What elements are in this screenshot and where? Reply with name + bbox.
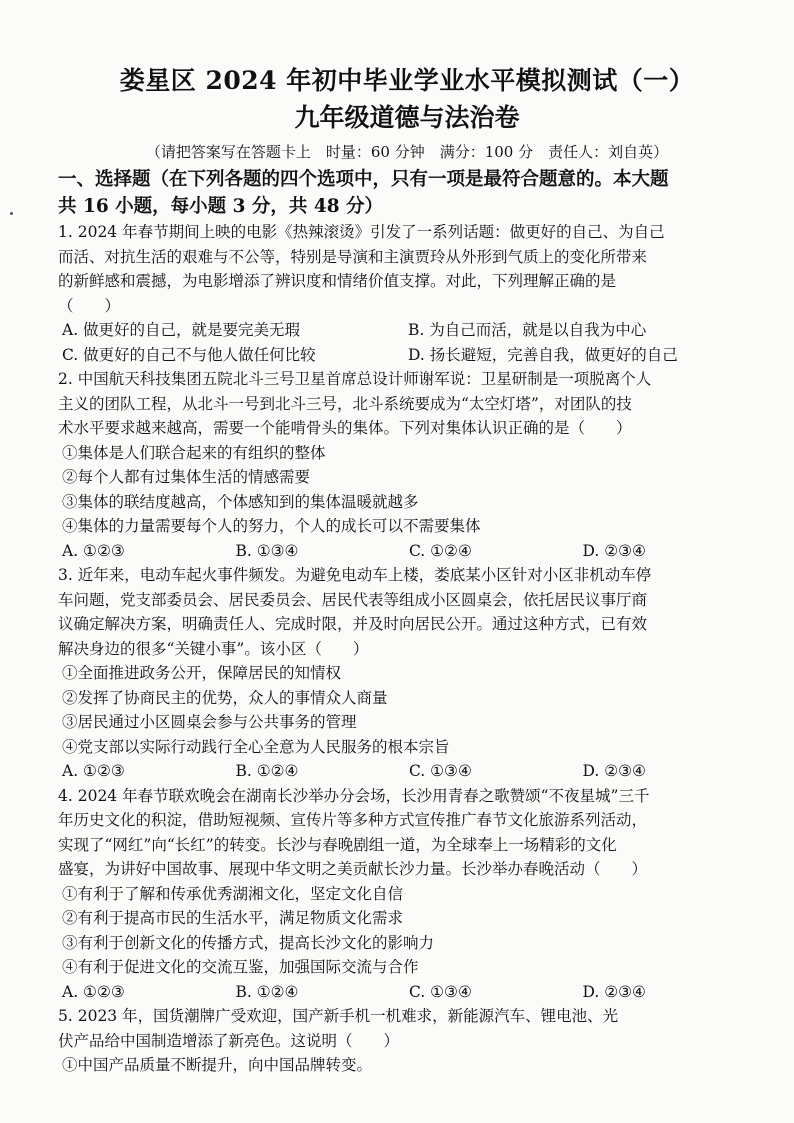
section-heading: 一、选择题（在下列各题的四个选项中，只有一项是最符合题意的。本大题 — [58, 169, 669, 190]
question-line: 伏产品给中国制造增添了新亮色。这说明（ ） — [58, 1031, 400, 1050]
option-b: B. ①③④ — [235, 541, 299, 560]
question-line: 而活、对抗生活的艰难与不公等，特别是导演和主演贾玲从外形到气质上的变化所带来 — [58, 247, 648, 266]
question-3 — [58, 563, 756, 784]
statement-1: ①集体是人们联合起来的有组织的整体 — [62, 443, 326, 462]
statement-3: ③居民通过小区圆桌会参与公共事务的管理 — [62, 713, 357, 731]
statement-1: ①有利于了解和传承优秀湖湘文化，坚定文化自信 — [62, 884, 404, 903]
question-line: 5. 2023 年，国货潮牌广受欢迎，国产新手机一机难求，新能源汽车、锂电池、光 — [58, 1007, 619, 1025]
question-line: 年历史文化的积淀，借助短视频、宣传片等多种方式宣传推广春节文化旅游系列活动， — [58, 811, 648, 829]
question-line: 议确定解决方案，明确责任人、完成时限，并及时向居民公开。通过这种方式，已有效 — [58, 615, 648, 633]
option-b: B. 为自己而活，就是以自我为中心 — [408, 321, 647, 339]
option-c: C. 做更好的自己不与他人做任何比较 — [62, 345, 316, 364]
option-c: C. ①③④ — [409, 982, 472, 1001]
question-line: 术水平要求越来越高，需要一个能啃骨头的集体。下列对集体认识正确的是（ ） — [58, 419, 632, 437]
statement-1: ①全面推进政务公开，保障居民的知情权 — [62, 664, 342, 682]
question-4 — [58, 784, 756, 1005]
option-row — [58, 539, 756, 564]
option-a: A. ①②③ — [62, 982, 125, 1001]
section-heading-cont: 共 16 小题，每小题 3 分，共 48 分） — [58, 196, 384, 217]
statement-1: ①中国产品质量不断提升，向中国品牌转变。 — [62, 1056, 373, 1074]
question-1 — [58, 220, 756, 367]
option-a: A. ①②③ — [62, 762, 125, 780]
exam-subtitle: 九年级道德与法治卷 — [294, 103, 520, 132]
option-row — [58, 759, 756, 784]
option-d: D. ②③④ — [582, 982, 646, 1001]
option-b: B. ①②④ — [235, 762, 299, 780]
scan-speck — [10, 212, 13, 215]
question-line: 的新鲜感和震撼，为电影增添了辨识度和情绪价值支撑。对此，下列理解正确的是 — [58, 272, 617, 290]
question-line: 车问题，党支部委员会、居民委员会、居民代表等组成小区圆桌会，依托居民议事厅商 — [58, 590, 648, 609]
option-row — [58, 318, 756, 343]
question-line: 4. 2024 年春节联欢晚会在湖南长沙举办分会场，长沙用青春之歌赞颂“不夜星城”三千 — [58, 786, 650, 805]
option-d: D. 扬长避短，完善自我，做更好的自己 — [408, 345, 678, 364]
statement-2: ②发挥了协商民主的优势，众人的事情众人商量 — [62, 688, 388, 707]
question-line: 盛宴，为讲好中国故事、展现中华文明之美贡献长沙力量。长沙举办春晚活动（ ） — [58, 860, 648, 878]
option-c: C. ①③④ — [409, 762, 472, 780]
option-b: B. ①②④ — [235, 982, 299, 1001]
option-row — [58, 343, 756, 368]
option-a: A. ①②③ — [62, 541, 125, 560]
exam-info: （请把答案写在答题卡上 时量：60 分钟 满分：100 分 责任人：刘自英） — [145, 143, 669, 161]
question-2 — [58, 367, 756, 563]
question-line: 实现了“网红”向“长红”的转变。长沙与春晚剧组一道，为全球奉上一场精彩的文化 — [58, 835, 617, 854]
question-line: 主义的团队工程，从北斗一号到北斗三号，北斗系统要成为“太空灯塔”，对团队的技 — [58, 394, 632, 413]
statement-2: ②有利于提高市民的生活水平，满足物质文化需求 — [62, 909, 404, 927]
statement-3: ③有利于创新文化的传播方式，提高长沙文化的影响力 — [62, 933, 435, 952]
statement-4: ④集体的力量需要每个人的努力，个人的成长可以不需要集体 — [62, 517, 481, 535]
statement-4: ④党支部以实际行动践行全心全意为人民服务的根本宗旨 — [62, 737, 450, 756]
option-d: D. ②③④ — [582, 541, 646, 560]
option-row — [58, 980, 756, 1005]
option-a: A. 做更好的自己，就是要完美无瑕 — [62, 321, 301, 339]
statement-2: ②每个人都有过集体生活的情感需要 — [62, 468, 311, 486]
question-line: 2. 中国航天科技集团五院北斗三号卫星首席总设计师谢军说：卫星研制是一项脱离个人 — [58, 370, 652, 388]
question-line: 1. 2024 年春节期间上映的电影《热辣滚烫》引发了一系列话题：做更好的自己、为自己 — [58, 223, 665, 241]
option-c: C. ①②④ — [409, 541, 472, 560]
question-line: （ ） — [58, 296, 121, 315]
question-line: 解决身边的很多“关键小事”。该小区（ ） — [58, 639, 369, 658]
statement-3: ③集体的联结度越高，个体感知到的集体温暖就越多 — [62, 492, 419, 511]
statement-4: ④有利于促进文化的交流互鉴，加强国际交流与合作 — [62, 958, 419, 976]
option-d: D. ②③④ — [582, 762, 646, 780]
question-5 — [58, 1004, 756, 1078]
exam-title: 娄星区 2024 年初中毕业学业水平模拟测试（一） — [119, 66, 695, 95]
question-line: 3. 近年来，电动车起火事件频发。为避免电动车上楼，娄底某小区针对小区非机动车停 — [58, 566, 652, 584]
